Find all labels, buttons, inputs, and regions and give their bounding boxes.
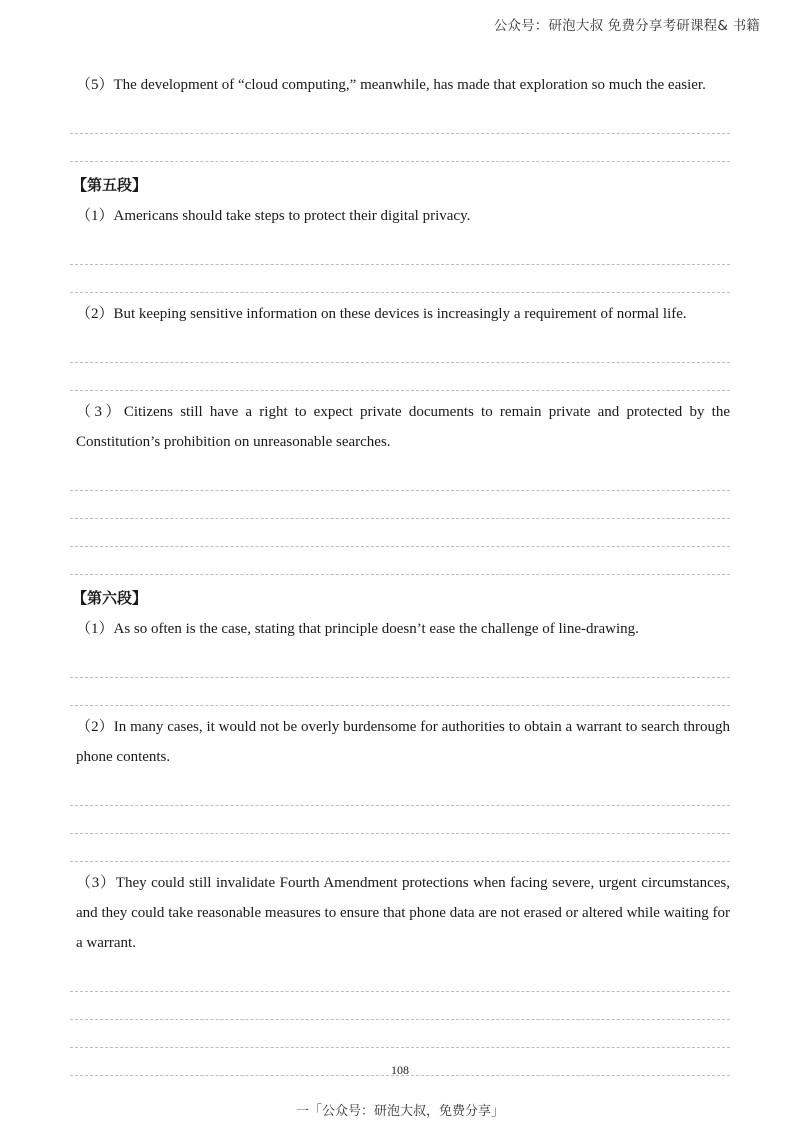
dashed-writing-line <box>70 806 730 834</box>
sentence-text: （2）In many cases, it would not be overly burdensome for authorities to obtain a warrant to search through phone contents. <box>76 719 730 765</box>
translation-answer-area[interactable] <box>70 650 730 706</box>
dashed-writing-line <box>70 265 730 293</box>
translation-answer-area[interactable] <box>70 106 730 162</box>
document-body <box>70 70 730 1082</box>
sentence-text: （2）But keeping sensitive information on these devices is increasingly a requirement of normal life. <box>76 306 687 322</box>
dashed-writing-line <box>70 363 730 391</box>
dashed-writing-line <box>70 678 730 706</box>
dashed-writing-line <box>70 834 730 862</box>
dashed-writing-line <box>70 1020 730 1048</box>
sentence-text: （1）As so often is the case, stating that principle doesn’t ease the challenge of line-drawing. <box>76 621 639 637</box>
dashed-writing-line <box>70 237 730 265</box>
dashed-writing-line <box>70 650 730 678</box>
dashed-writing-line <box>70 778 730 806</box>
section-heading: 【第五段】 <box>72 176 148 194</box>
sentence-text: （3）Citizens still have a right to expect private documents to remain private and protected by the Constitution’s prohibition on unreasonable searches. <box>76 404 730 450</box>
header-watermark: 公众号：研泡大叔 免费分享考研课程& 书籍 <box>493 18 760 34</box>
dashed-writing-line <box>70 992 730 1020</box>
page-number: 108 <box>391 1063 409 1077</box>
sentence-text: （5）The development of “cloud computing,” meanwhile, has made that exploration so much the easier. <box>76 77 706 93</box>
dashed-writing-line <box>70 134 730 162</box>
translation-answer-area[interactable] <box>70 463 730 575</box>
section-heading: 【第六段】 <box>72 589 148 607</box>
dashed-writing-line <box>70 964 730 992</box>
sentence-text: （1）Americans should take steps to protect their digital privacy. <box>76 208 471 224</box>
dashed-writing-line <box>70 547 730 575</box>
dashed-writing-line <box>70 491 730 519</box>
translation-answer-area[interactable] <box>70 237 730 293</box>
sentence-text: （3）They could still invalidate Fourth Amendment protections when facing severe, urgent circumstances, and they could take reasonable measures to ensure that phone data are not erased or altered while waiting for a warrant. <box>76 875 730 951</box>
dashed-writing-line <box>70 335 730 363</box>
translation-answer-area[interactable] <box>70 964 730 1076</box>
translation-answer-area[interactable] <box>70 335 730 391</box>
dashed-writing-line <box>70 519 730 547</box>
footer-watermark: 一「公众号：研泡大叔，免费分享」 <box>295 1104 504 1119</box>
dashed-writing-line <box>70 463 730 491</box>
dashed-writing-line <box>70 106 730 134</box>
translation-answer-area[interactable] <box>70 778 730 862</box>
